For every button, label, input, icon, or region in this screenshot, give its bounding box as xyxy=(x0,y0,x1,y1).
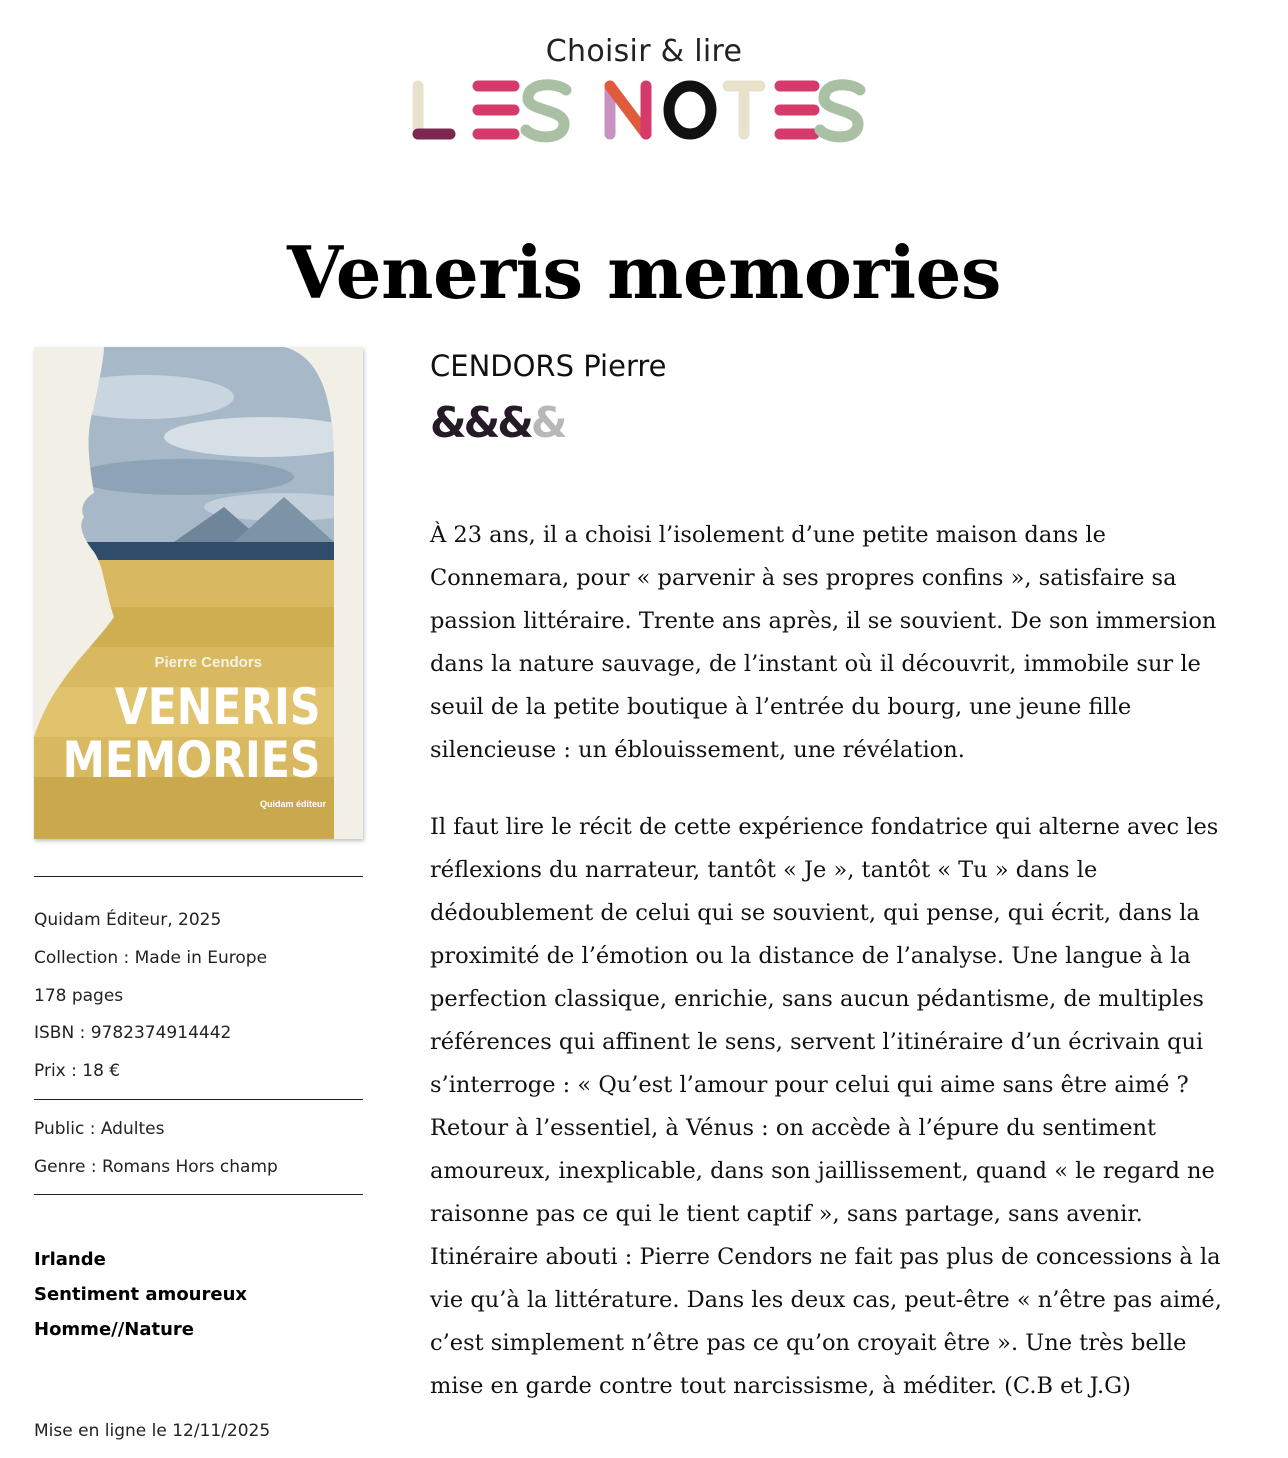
rating-filled-icon: & xyxy=(430,398,464,447)
site-logo[interactable] xyxy=(410,78,870,144)
keyword-link[interactable]: Homme//Nature xyxy=(34,1319,195,1340)
meta-price: Prix : 18 € xyxy=(34,1061,121,1081)
keyword-link[interactable]: Sentiment amoureux xyxy=(34,1284,248,1305)
cover-title-line1: VENERIS xyxy=(114,677,321,736)
review-paragraph-2: Il faut lire le récit de cette expérience fondatrice qui alterne avec les réflexions du narrateur, tantôt « Je », tantôt « Tu » dans le dédoublement de celui qui se souvient, qui pense, qui écrit, dans la proximité de l’émotion ou la distance de l’analyse. Une langue à la perfection classique, enrichie, sans aucun pédantisme, de multiples références qui affinent le sens, servent l’itinéraire d’un écrivain qui s’interroge : « Qu’est l’amour pour celui qui aime sans être aimé ? Retour à l’essentiel, à Vénus : on accède à l’épure du sentiment amoureux, inexplicable, dans son jaillissement, quand « le regard ne raisonne pas ce qui le tient captif », sans partage, sans avenir. Itinéraire abouti : Pierre Cendors ne fait pas plus de concessions à la vie qu’à la littérature. Dans les deux cas, peut-être « n’être pas aimé, c’est simplement n’être pas ce qu’on croyait être ». Une très belle mise en garde contre tout narcissisme, à méditer. (C.B et J.G) xyxy=(430,814,1222,1399)
site-tagline: Choisir & lire xyxy=(545,34,743,69)
cover-title-line2: MEMORIES xyxy=(62,730,321,789)
book-cover-image[interactable] xyxy=(34,347,363,839)
meta-isbn: ISBN : 9782374914442 xyxy=(34,1023,232,1043)
rating-filled-icon: & xyxy=(463,398,498,447)
cover-author-text: Pierre Cendors xyxy=(154,654,262,671)
keyword-link[interactable]: Irlande xyxy=(34,1249,106,1270)
site-header xyxy=(0,0,1288,160)
book-title: Veneris memories xyxy=(287,230,1001,315)
rating-empty-icon: & xyxy=(530,398,565,447)
posted-date: Mise en ligne le 12/11/2025 xyxy=(34,1421,271,1441)
divider xyxy=(34,876,363,877)
meta-publisher-year: Quidam Éditeur, 2025 xyxy=(34,910,222,930)
meta-collection: Collection : Made in Europe xyxy=(34,948,268,968)
meta-pages: 178 pages xyxy=(34,986,124,1006)
divider xyxy=(34,1194,363,1195)
meta-genre: Genre : Romans Hors champ xyxy=(34,1157,278,1177)
divider xyxy=(34,1099,363,1100)
cover-publisher-text: Quidam éditeur xyxy=(259,799,326,809)
review-paragraph-1: À 23 ans, il a choisi l’isolement d’une petite maison dans le Connemara, pour « parvenir à ses propres confins », satisfaire sa passion littéraire. Trente ans après, il se souvient. De son immersion dans la nature sauvage, de l’instant où il découvrit, immobile sur le seuil de la petite boutique à l’entrée du bourg, une jeune fille silencieuse : un éblouissement, une révélation. xyxy=(430,522,1217,763)
meta-public: Public : Adultes xyxy=(34,1119,165,1139)
book-author[interactable]: CENDORS Pierre xyxy=(430,349,667,383)
rating-ampersands xyxy=(430,396,565,450)
rating-filled-icon: & xyxy=(497,398,531,447)
